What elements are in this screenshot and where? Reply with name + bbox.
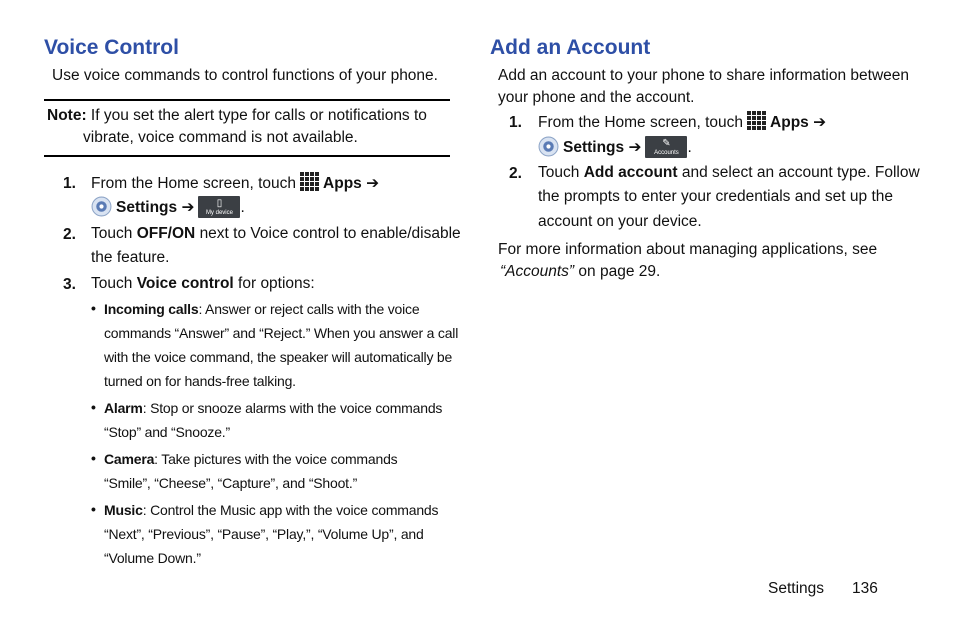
voice-control-heading: Voice Control [44, 36, 179, 59]
bullet-text: “Smile”, “Cheese”, “Capture”, and “Shoot.” [104, 475, 358, 491]
step-text: Settings ➔ ✎ Accounts . [538, 136, 692, 159]
step-text: Settings ➔ ▯ My device . [91, 196, 245, 219]
note-line-2: vibrate, voice command is not available. [83, 129, 358, 146]
bullet: • [91, 300, 96, 316]
step-text: From the Home screen, touch Apps ➔ [91, 172, 379, 195]
step-text: the feature. [91, 249, 170, 266]
bullet-text: commands “Answer” and “Reject.” When you answer a call [104, 325, 459, 341]
step-number: 2. [63, 226, 76, 243]
bullet-text: “Next”, “Previous”, “Pause”, “Play,”, “Volume Up”, and [104, 526, 424, 542]
bullet-text: turned on for hands-free talking. [104, 373, 296, 389]
step-number: 3. [63, 276, 76, 293]
bullet-text: Incoming calls: Answer or reject calls with the voice [104, 301, 420, 317]
note-top-rule [44, 99, 450, 101]
step-text: From the Home screen, touch Apps ➔ [538, 111, 826, 134]
note-label: Note: [47, 107, 87, 124]
step-text: Touch OFF/ON next to Voice control to enable/disable [91, 225, 461, 242]
step-text: Touch Voice control for options: [91, 275, 315, 292]
page-number: 136 [852, 580, 878, 597]
step-text: Touch Add account and select an account type. Follow [538, 164, 920, 181]
bullet: • [91, 501, 96, 517]
apps-grid-icon [747, 111, 767, 131]
step-number: 2. [509, 165, 522, 182]
bullet-text: Music: Control the Music app with the voice commands [104, 502, 439, 518]
more-info-text: For more information about managing applications, see [498, 241, 878, 258]
accounts-icon: ✎ Accounts [645, 136, 687, 158]
step-text: account on your device. [538, 213, 702, 230]
add-account-heading: Add an Account [490, 36, 651, 59]
step-text: the prompts to enter your credentials and set up the [538, 188, 893, 205]
bullet-text: Camera: Take pictures with the voice commands [104, 451, 398, 467]
more-info-text: “Accounts” on page 29. [500, 263, 661, 280]
footer-section: Settings [768, 580, 825, 597]
bullet-text: with the voice command, the speaker will automatically be [104, 349, 453, 365]
step-number: 1. [63, 175, 76, 192]
voice-control-intro: Use voice commands to control functions of your phone. [52, 67, 438, 84]
apps-grid-icon [300, 172, 320, 192]
add-account-intro: Add an account to your phone to share information between [498, 67, 910, 84]
bullet: • [91, 399, 96, 415]
step-number: 1. [509, 114, 522, 131]
bullet-text: “Stop” and “Snooze.” [104, 424, 230, 440]
note-line-1: Note: If you set the alert type for calls or notifications to [47, 107, 427, 124]
bullet: • [91, 450, 96, 466]
bullet-text: “Volume Down.” [104, 550, 201, 566]
settings-gear-icon [538, 136, 559, 157]
note-bottom-rule [44, 155, 450, 157]
accounts-link[interactable]: “Accounts” [500, 263, 575, 280]
my-device-icon: ▯ My device [198, 196, 240, 218]
bullet-text: Alarm: Stop or snooze alarms with the voice commands [104, 400, 443, 416]
add-account-intro: your phone and the account. [498, 89, 695, 106]
settings-gear-icon [91, 196, 112, 217]
